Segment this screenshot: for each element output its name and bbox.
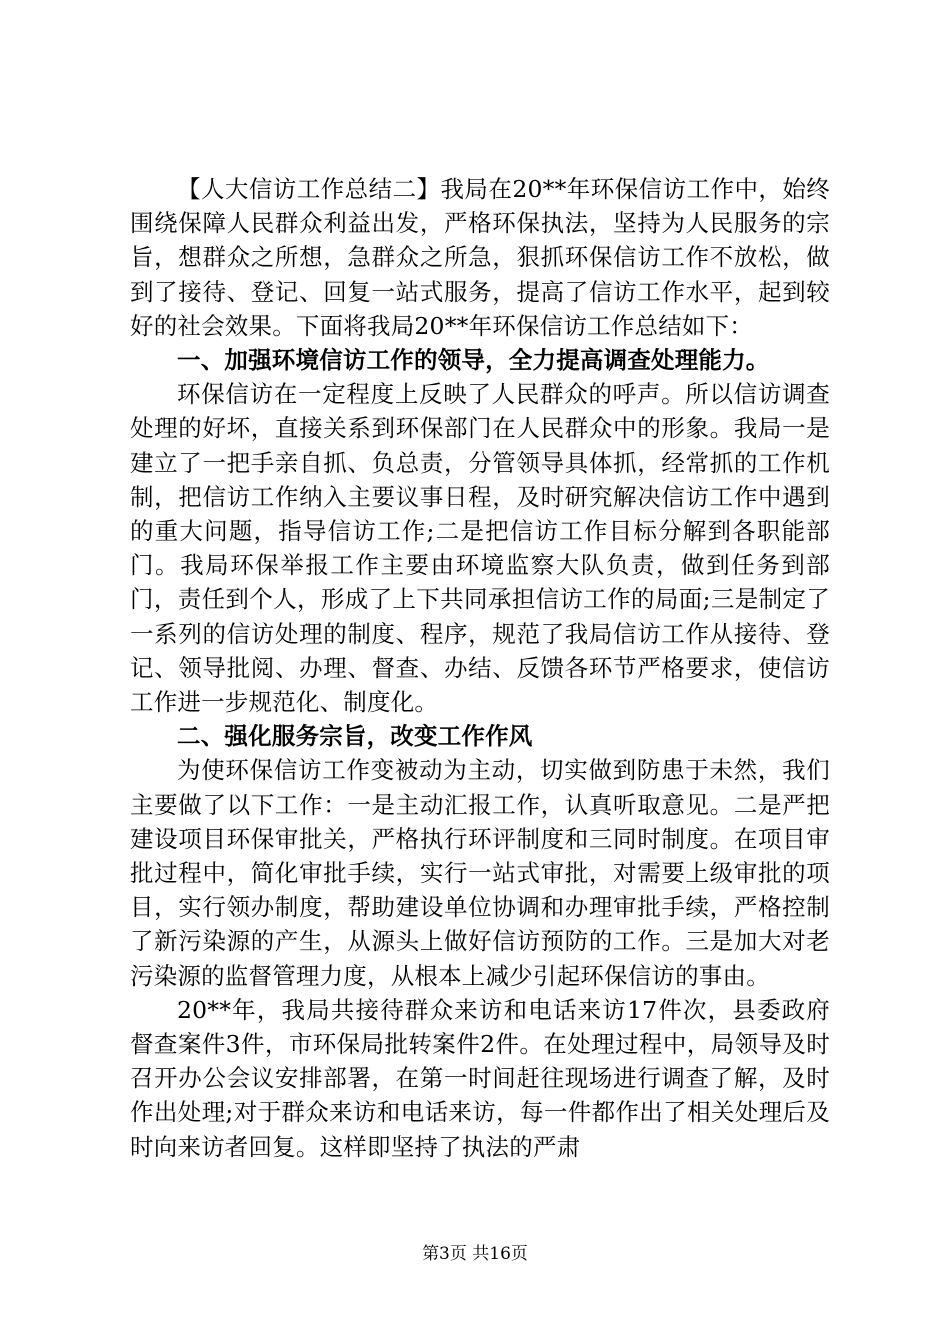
intro-paragraph: 【人大信访工作总结二】我局在20**年环保信访工作中，始终围绕保障人民群众利益出发，严格环保执法，坚持为人民服务的宗旨，想群众之所想，急群众之所急，狠抓环保信访工作不放松，做到了接待、登记、回复一站式服务，提高了信访工作水平，起到较好的社会效果。下面将我局20**年环保信访工作总结如下： xyxy=(130,175,830,340)
page-footer: 第3页 共16页 xyxy=(422,1244,528,1264)
section-heading-1: 一、加强环境信访工作的领导，全力提高调查处理能力。 xyxy=(177,346,770,375)
document-body xyxy=(130,172,830,1164)
section-1-paragraph: 环保信访在一定程度上反映了人民群众的呼声。所以信访调查处理的好坏，直接关系到环保部门在人民群众中的形象。我局一是建立了一把手亲自抓、负总责，分管领导具体抓，经常抓的工作机制，把信访工作纳入主要议事日程，及时研究解决信访工作中遇到的重大问题，指导信访工作;二是把信访工作目标分解到各职能部门。我局环保举报工作主要由环境监察大队负责，做到任务到部门，责任到个人，形成了上下共同承担信访工作的局面;三是制定了一系列的信访处理的制度、程序，规范了我局信访工作从接待、登记、领导批阅、办理、督查、办结、反馈各环节严格要求，使信访工作进一步规范化、制度化。 xyxy=(130,380,830,717)
statistics-paragraph: 20**年，我局共接待群众来访和电话来访17件次，县委政府督查案件3件，市环保局批转案件2件。在处理过程中，局领导及时召开办公会议安排部署，在第一时间赶往现场进行调查了解，及时作出处理;对于群众来访和电话来访，每一件都作出了相关处理后及时向来访者回复。这样即坚持了执法的严肃 xyxy=(130,995,830,1161)
section-heading-2: 二、强化服务宗旨，改变工作作风 xyxy=(177,722,533,751)
section-2-paragraph: 为使环保信访工作变被动为主动，切实做到防患于未然，我们主要做了以下工作：一是主动汇报工作，认真听取意见。二是严把建设项目环保审批关，严格执行环评制度和三同时制度。在项目审批过程中，简化审批手续，实行一站式审批，对需要上级审批的项目，实行领办制度，帮助建设单位协调和办理审批手续，严格控制了新污染源的产生，从源头上做好信访预防的工作。三是加大对老污染源的监督管理力度，从根本上减少引起环保信访的事由。 xyxy=(130,756,830,990)
